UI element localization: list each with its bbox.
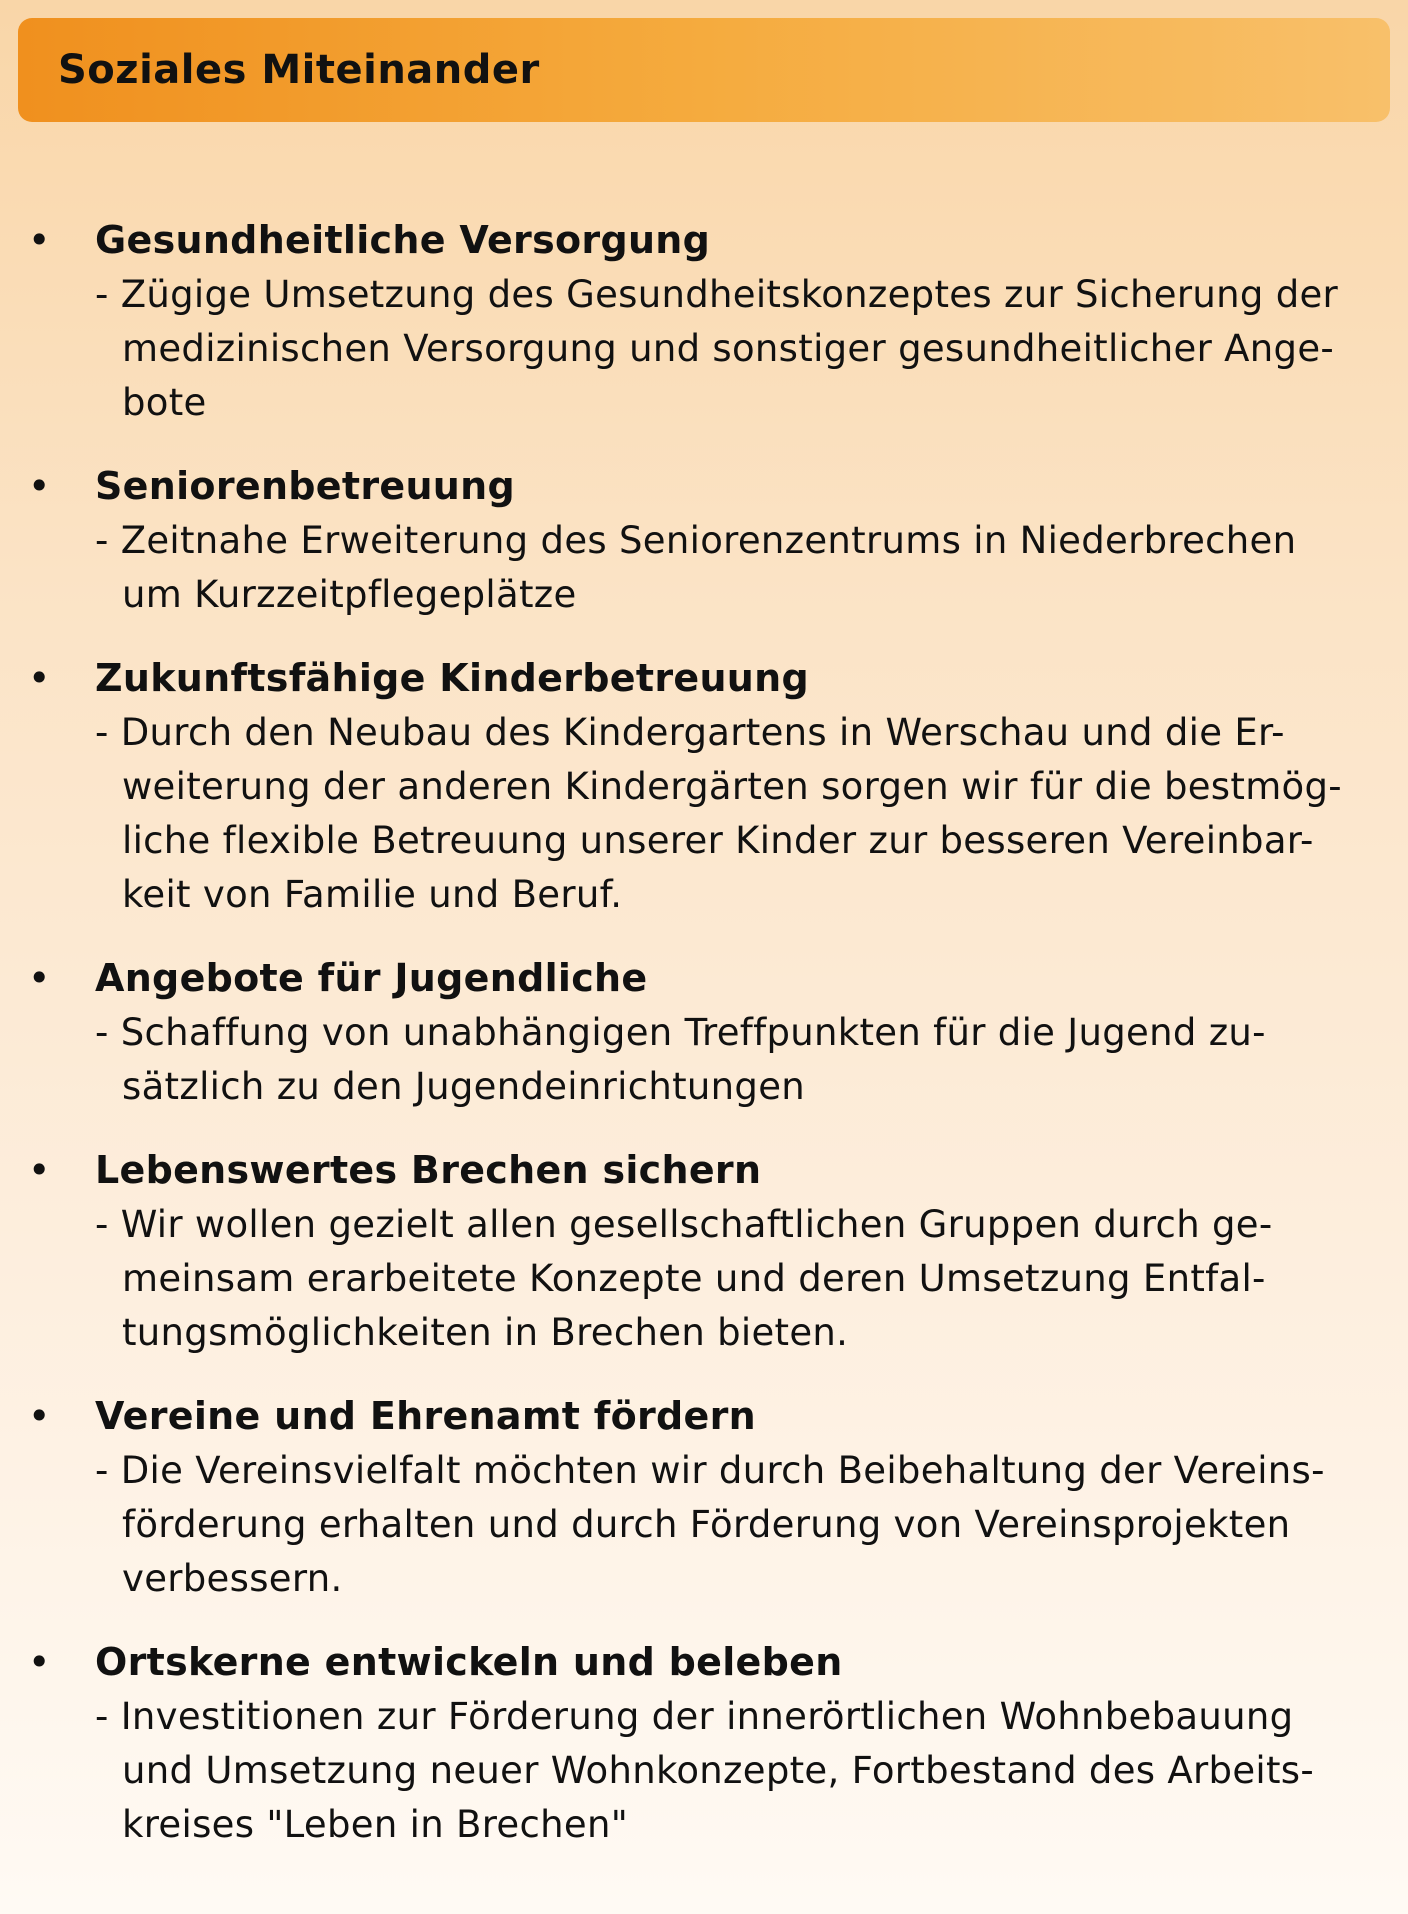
description-line: - Durch den Neubau des Kindergartens in Werschau und die Er- (95, 711, 1285, 754)
description-line: und Umsetzung neuer Wohnkonzepte, Fortbestand des Arbeits- (122, 1749, 1315, 1792)
item-description (95, 268, 1368, 430)
item-title: Zukunftsfähige Kinderbetreuung (95, 656, 810, 700)
description-line: - Die Vereinsvielfalt möchten wir durch Beibehaltung der Vereins- (95, 1449, 1325, 1492)
item-title: Ortskerne entwickeln und beleben (95, 1640, 843, 1684)
description-line: - Zeitnahe Erweiterung des Seniorenzentrums in Niederbrechen (95, 519, 1297, 562)
item-title: Lebenswertes Brechen sichern (95, 1148, 762, 1192)
description-line: um Kurzzeitpflegeplätze (122, 573, 577, 616)
description-line: - Wir wollen gezielt allen gesellschaftlichen Gruppen durch ge- (95, 1203, 1273, 1246)
description-line: medizinischen Versorgung und sonstiger gesundheitlicher Ange- (122, 327, 1335, 370)
list-item (0, 458, 1408, 622)
section-title: Soziales Miteinander (58, 47, 540, 93)
item-description (95, 706, 1368, 922)
bullet-icon: • (28, 218, 51, 262)
section-header (18, 18, 1390, 122)
description-line: meinsam erarbeitete Konzepte und deren Umsetzung Entfal- (122, 1257, 1266, 1300)
item-description (95, 1006, 1368, 1114)
item-description (95, 1444, 1368, 1606)
bullet-icon: • (28, 1640, 51, 1684)
bullet-icon: • (28, 464, 51, 508)
list-item (0, 650, 1408, 922)
item-title: Seniorenbetreuung (95, 464, 516, 508)
item-title: Vereine und Ehrenamt fördern (95, 1394, 756, 1438)
description-line: kreises "Leben in Brechen" (122, 1803, 629, 1846)
list-item (0, 1634, 1408, 1852)
description-line: keit von Familie und Beruf. (122, 873, 623, 916)
description-line: bote (122, 381, 207, 424)
list-item (0, 1388, 1408, 1606)
description-line: - Schaffung von unabhängigen Treffpunkten für die Jugend zu- (95, 1011, 1266, 1054)
bullet-icon: • (28, 656, 51, 700)
bullet-icon: • (28, 1148, 51, 1192)
bullet-icon: • (28, 1394, 51, 1438)
description-line: tungsmöglichkeiten in Brechen bieten. (122, 1311, 849, 1354)
bullet-icon: • (28, 956, 51, 1000)
list-item (0, 212, 1408, 430)
description-line: - Zügige Umsetzung des Gesundheitskonzeptes zur Sicherung der (95, 273, 1339, 316)
item-title: Angebote für Jugendliche (95, 956, 648, 1000)
description-line: weiterung der anderen Kindergärten sorgen wir für die bestmög- (122, 765, 1342, 808)
item-title: Gesundheitliche Versorgung (95, 218, 711, 262)
description-line: sätzlich zu den Jugendeinrichtungen (122, 1065, 806, 1108)
list-item (0, 950, 1408, 1114)
description-line: verbessern. (122, 1557, 343, 1600)
description-line: förderung erhalten und durch Förderung von Vereinsprojekten (122, 1503, 1291, 1546)
topic-list (0, 212, 1408, 1880)
description-line: - Investitionen zur Förderung der innerörtlichen Wohnbebauung (95, 1695, 1294, 1738)
list-item (0, 1142, 1408, 1360)
item-description (95, 514, 1368, 622)
item-description (95, 1690, 1368, 1852)
item-description (95, 1198, 1368, 1360)
description-line: liche flexible Betreuung unserer Kinder zur besseren Vereinbar- (122, 819, 1314, 862)
